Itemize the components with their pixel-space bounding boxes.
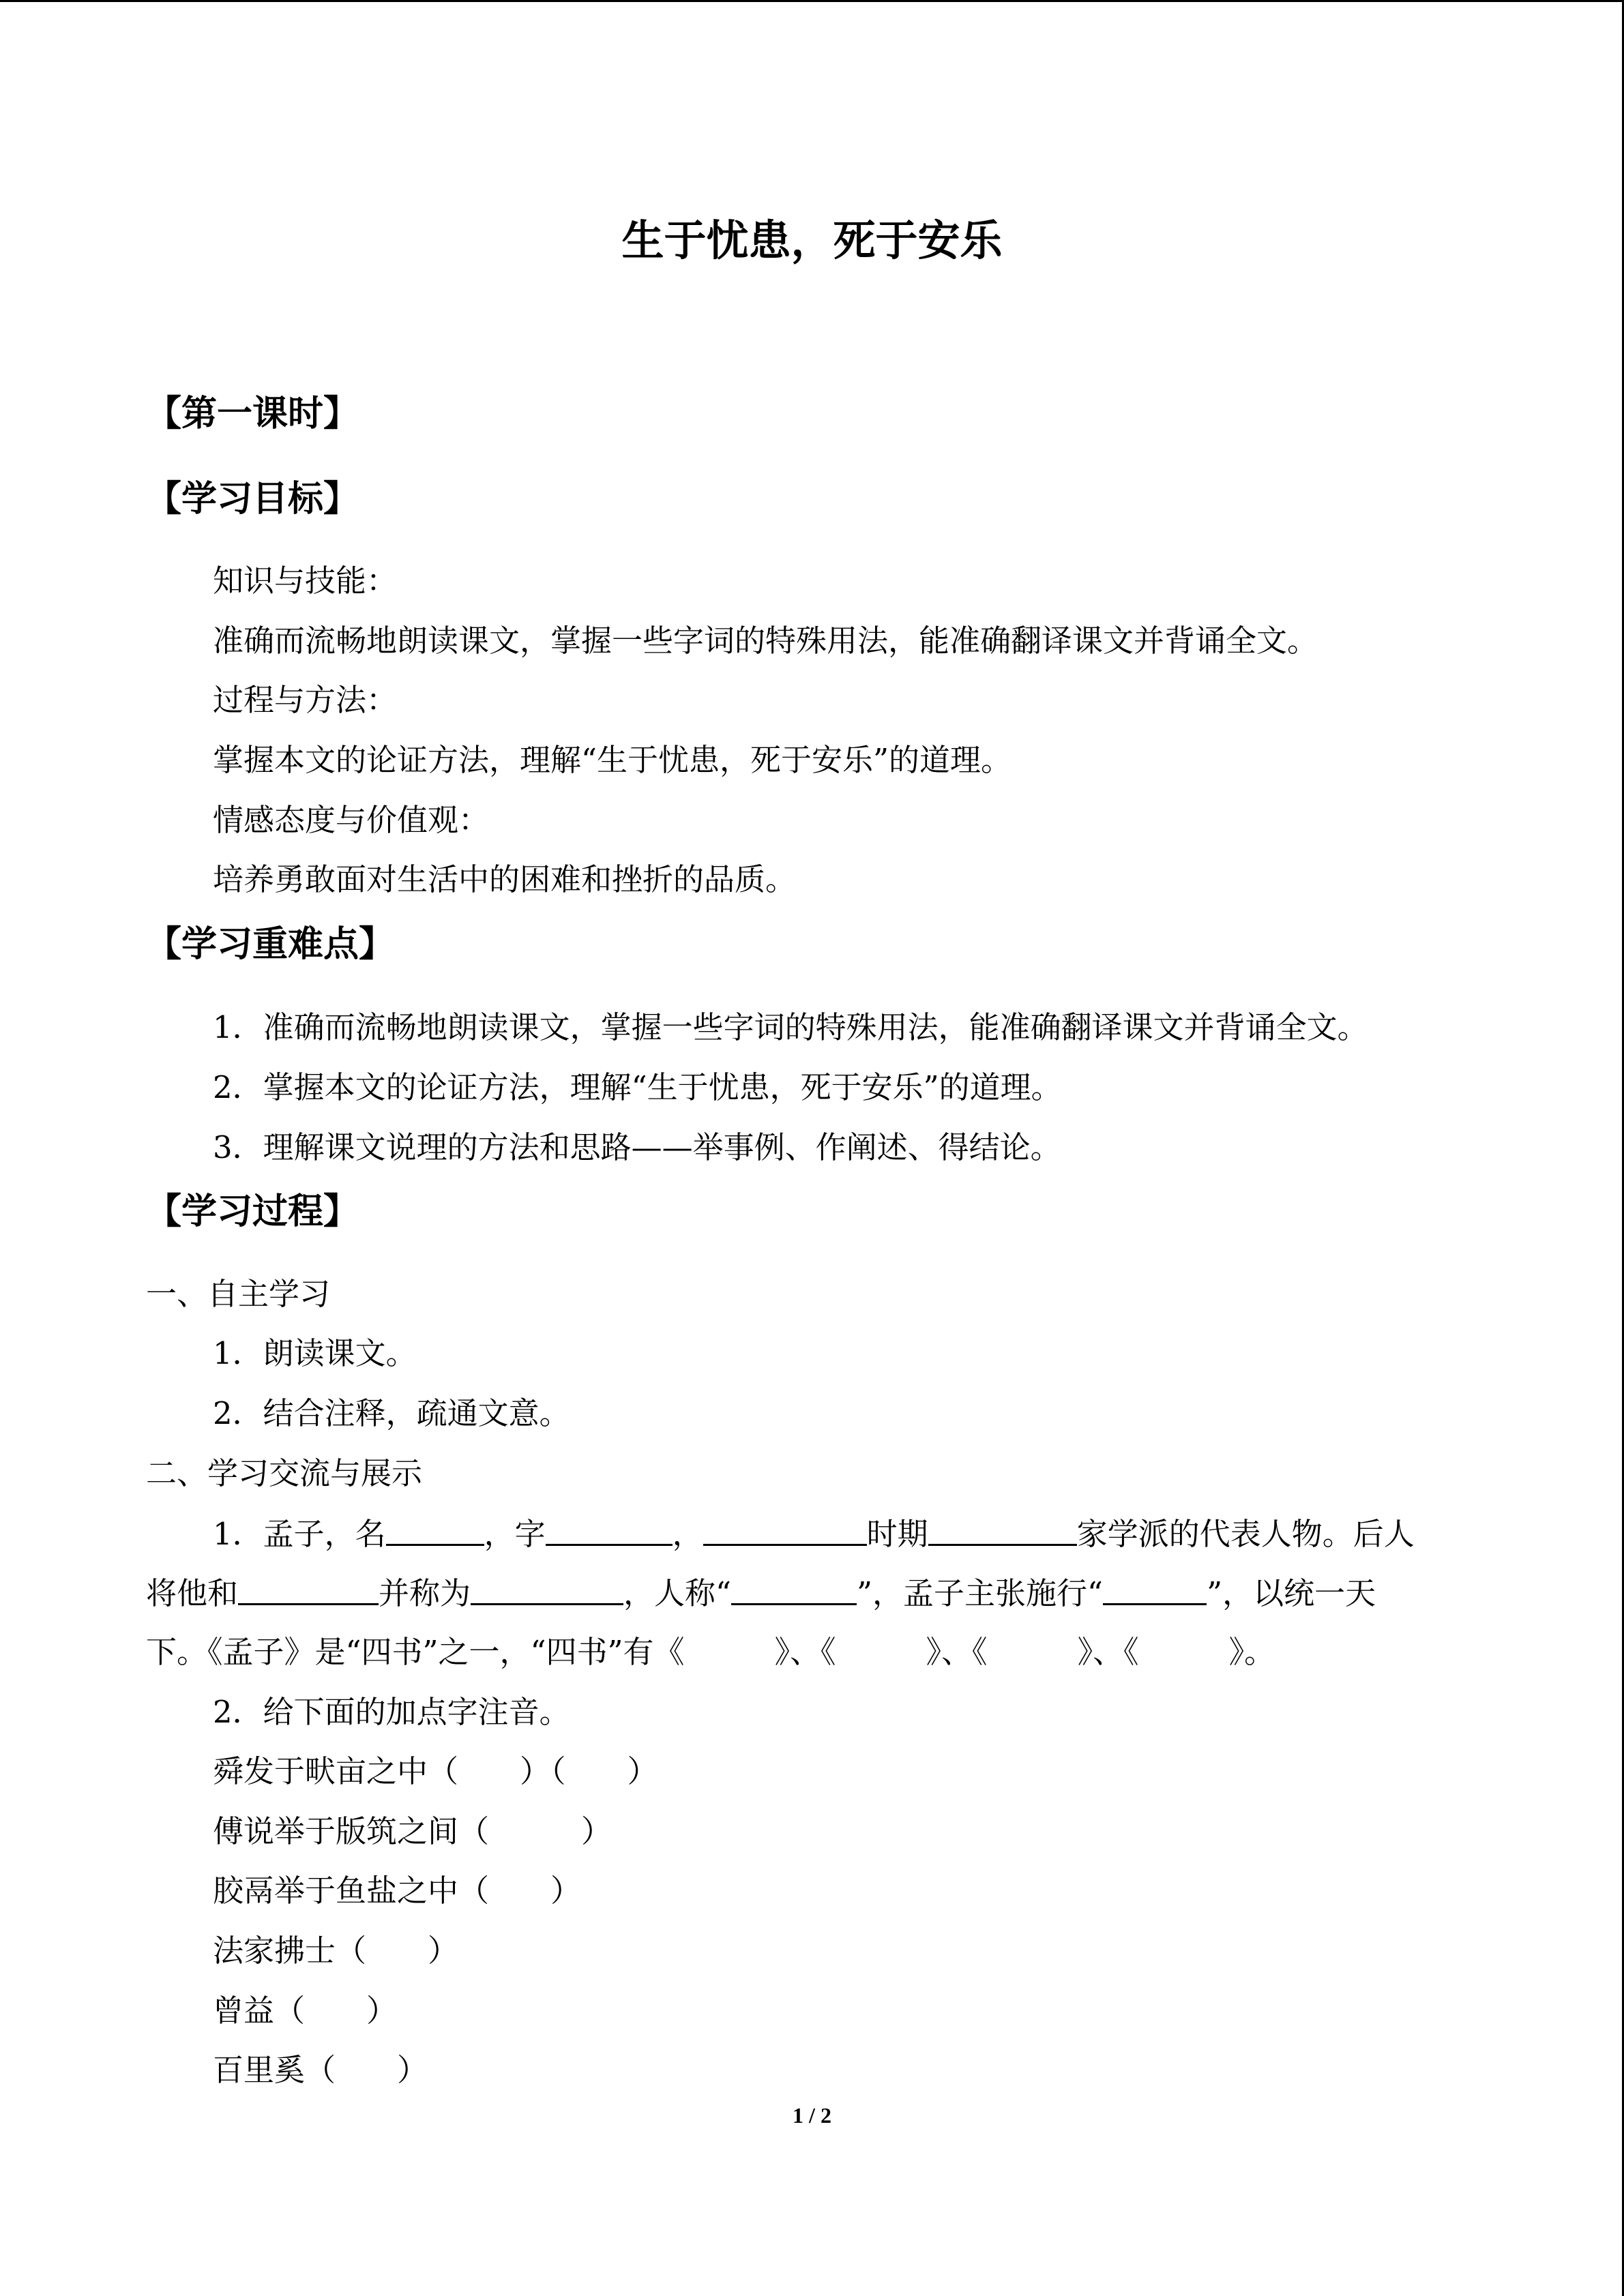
blank-paired-with[interactable] — [238, 1573, 379, 1605]
q1-text: 下。《孟子》是“四书”之一，“四书”有《 — [146, 1634, 685, 1670]
emotion-label: 情感态度与价值观： — [213, 802, 490, 838]
q1-text: 时期 — [866, 1516, 928, 1552]
q1-text: 》、《 — [1077, 1634, 1139, 1670]
blank-period[interactable] — [703, 1514, 867, 1546]
q1-text: ，字 — [484, 1516, 546, 1552]
blank-policy[interactable] — [1103, 1573, 1207, 1605]
key-point-item: 1．准确而流畅地朗读课文，掌握一些字词的特殊用法，能准确翻译课文并背诵全文。 — [213, 1009, 1368, 1045]
q2-prompt: 2．给下面的加点字注音。 — [213, 1694, 570, 1730]
q2-item: 曾益（ ） — [213, 1993, 398, 2029]
q2-item: 胶鬲举于鱼盐之中（ ） — [213, 1873, 582, 1909]
q1-text: ”，孟子主张施行“ — [857, 1575, 1104, 1611]
key-point-item: 3．理解课文说理的方法和思路——举事例、作阐述、得结论。 — [213, 1129, 1061, 1165]
part1-heading: 一、自主学习 — [146, 1276, 331, 1312]
section-key-points: 【学习重难点】 — [146, 923, 395, 965]
q1-text: ”，以统一天 — [1207, 1575, 1376, 1611]
q1-text: 并称为 — [379, 1575, 471, 1611]
q2-item: 傅说举于版筑之间（ ） — [213, 1813, 612, 1849]
q1-line-2 — [146, 1572, 1376, 1614]
knowledge-text: 准确而流畅地朗读课文，掌握一些字词的特殊用法，能准确翻译课文并背诵全文。 — [213, 623, 1318, 659]
section-period: 【第一课时】 — [146, 393, 359, 434]
q1-line-1 — [213, 1512, 1415, 1555]
q2-item: 舜发于畎亩之中（ ）（ ） — [213, 1753, 658, 1789]
knowledge-label: 知识与技能： — [213, 563, 398, 599]
blank-honorific[interactable] — [731, 1573, 857, 1605]
page-border-top — [0, 0, 1624, 2]
section-process: 【学习过程】 — [146, 1191, 359, 1232]
emotion-text: 培养勇敢面对生活中的困难和挫折的品质。 — [213, 861, 797, 897]
section-objectives: 【学习目标】 — [146, 478, 359, 520]
q1-text: ， — [672, 1516, 703, 1552]
q2-item: 法家拂士（ ） — [213, 1933, 459, 1969]
page-number: 1 / 2 — [793, 2103, 831, 2128]
part2-heading: 二、学习交流与展示 — [146, 1455, 423, 1491]
process-text: 掌握本文的论证方法，理解“生于忧患，死于安乐”的道理。 — [213, 742, 1012, 778]
part1-item: 2．结合注释，疏通文意。 — [213, 1395, 570, 1431]
q1-line-3 — [146, 1632, 1275, 1673]
q1-text: 1．孟子，名 — [213, 1516, 386, 1552]
blank-school[interactable] — [928, 1514, 1077, 1546]
blank-name[interactable] — [386, 1514, 484, 1546]
q1-text: 》、《 — [926, 1634, 988, 1670]
blank-courtesy-name[interactable] — [546, 1514, 673, 1546]
process-label: 过程与方法： — [213, 682, 398, 718]
q1-text: ，人称“ — [623, 1575, 732, 1611]
blank-joint-title[interactable] — [471, 1573, 623, 1605]
q1-text: 》。 — [1228, 1634, 1275, 1670]
q1-text: 家学派的代表人物。后人 — [1076, 1516, 1415, 1552]
document-title: 生于忧患，死于安乐 — [621, 215, 1003, 265]
key-point-item: 2．掌握本文的论证方法，理解“生于忧患，死于安乐”的道理。 — [213, 1069, 1062, 1105]
q1-text: 将他和 — [146, 1575, 239, 1611]
q1-text: 》、《 — [774, 1634, 836, 1670]
q2-item: 百里奚（ ） — [213, 2052, 428, 2088]
part1-item: 1．朗读课文。 — [213, 1335, 417, 1371]
